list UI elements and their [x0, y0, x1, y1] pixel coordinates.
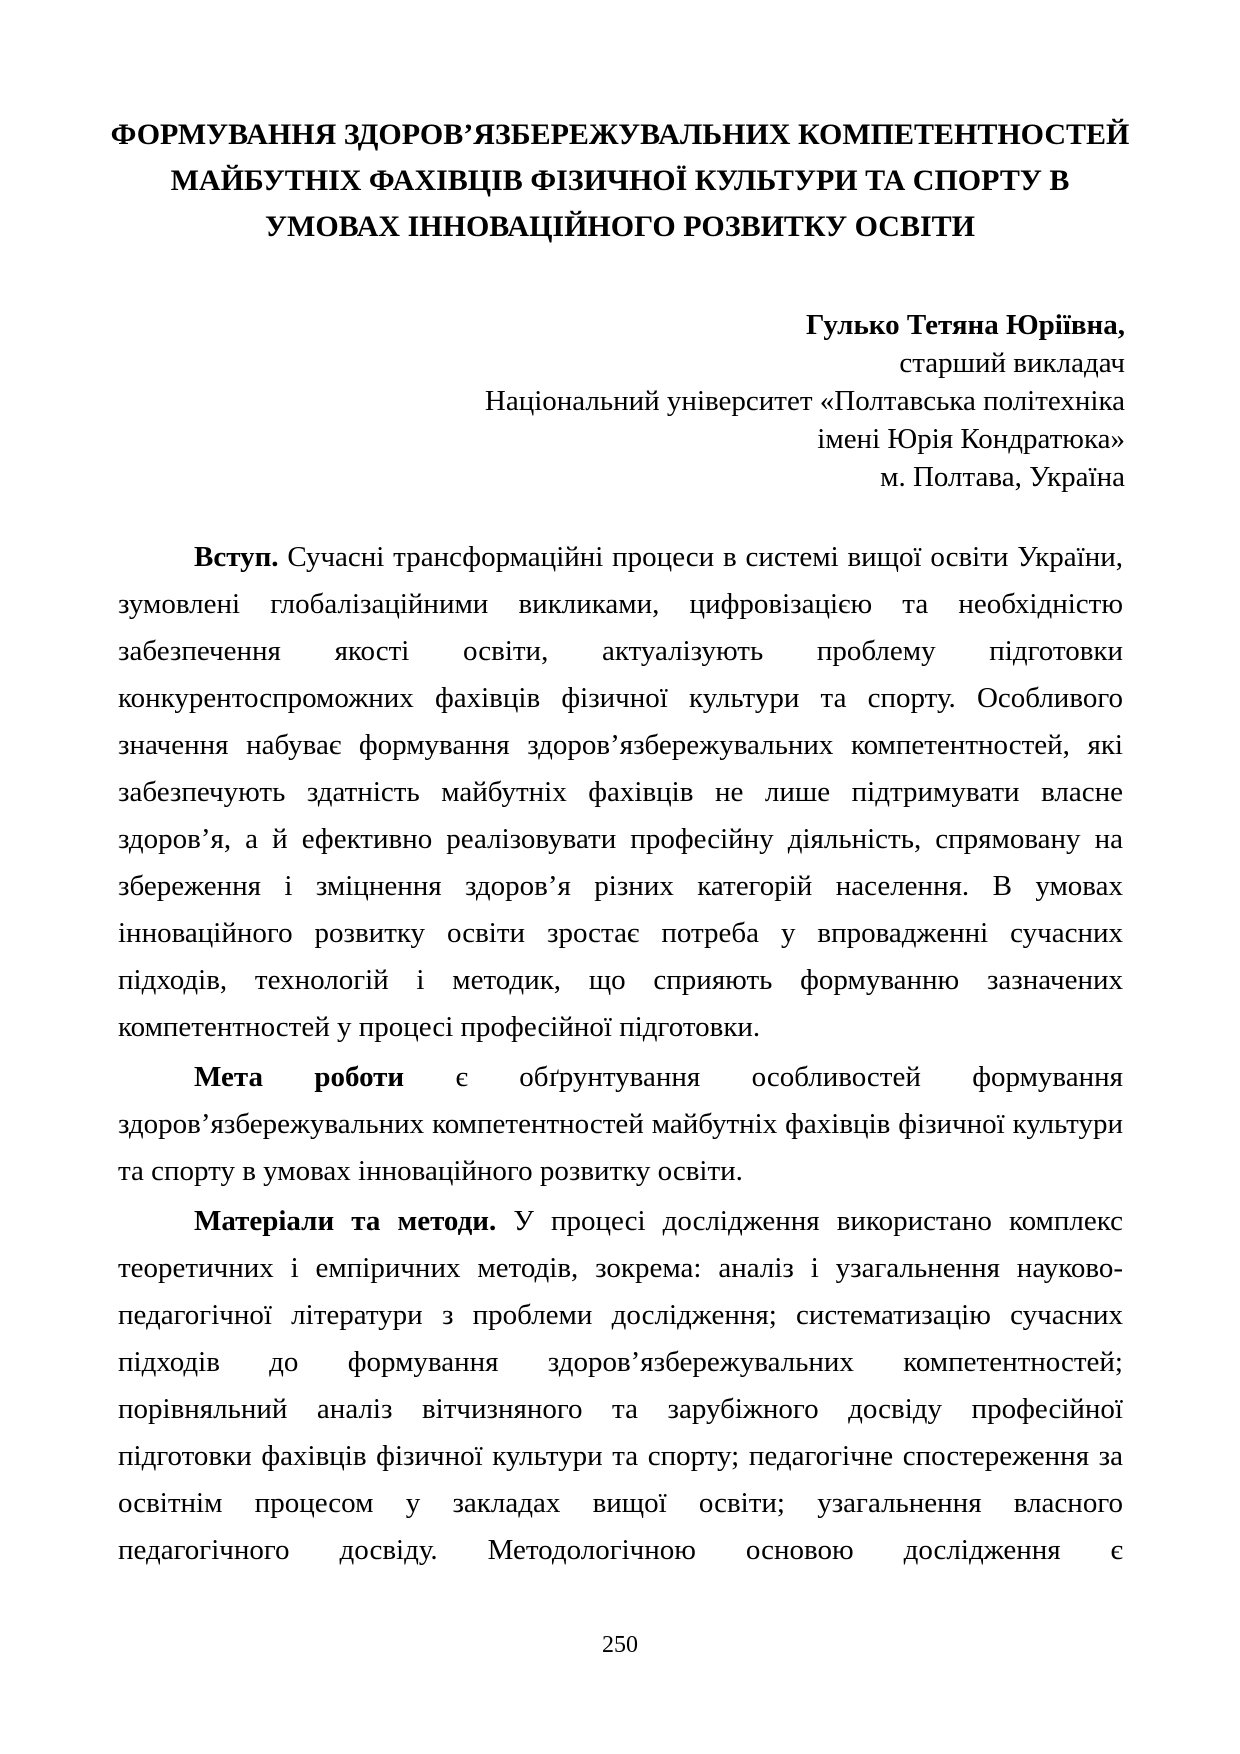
title-line-2: МАЙБУТНІХ ФАХІВЦІВ ФІЗИЧНОЇ КУЛЬТУРИ ТА СПОРТУ В	[170, 164, 1070, 197]
author-name: Гулько Тетяна Юріївна,	[806, 309, 1125, 341]
author-position: старший викладач	[899, 347, 1125, 379]
author-affiliation-line-1: Національний університет «Полтавська політехніка	[484, 385, 1125, 417]
paper-body	[118, 534, 1123, 1577]
methods-text: У процесі дослідження використано комплекс теоретичних і емпіричних методів, зокрема: аналіз і узагальнення науково-педагогічної літератури з проблеми дослідження; систематизацію сучасних підходів до формування здоров’язбережувальних компетентностей; порівняльний аналіз вітчизняного та зарубіжного досвіду професійної підготовки фахівців фізичної культури та спорту; педагогічне спостереження за освітнім процесом у закладах вищої освіти; узагальнення власного педагогічного досвіду. Методологічною основою дослідження є	[118, 1205, 1123, 1566]
author-affiliation-line-2: імені Юрія Кондратюка»	[817, 423, 1125, 455]
intro-paragraph	[118, 534, 1123, 1051]
intro-heading: Вступ.	[194, 541, 279, 573]
title-line-1: ФОРМУВАННЯ ЗДОРОВ’ЯЗБЕРЕЖУВАЛЬНИХ КОМПЕТЕНТНОСТЕЙ	[110, 118, 1130, 151]
author-location: м. Полтава, Україна	[880, 461, 1125, 493]
aim-text: є обґрунтування особливостей формування здоров’язбережувальних компетентностей майбутніх фахівців фізичної культури та спорту в умовах інноваційного розвитку освіти.	[118, 1061, 1123, 1187]
page-number: 250	[602, 1632, 638, 1658]
author-block	[225, 306, 1125, 496]
intro-text: Сучасні трансформаційні процеси в системі вищої освіти України, зумовлені глобалізаційними викликами, цифровізацією та необхідністю забезпечення якості освіти, актуалізують проблему підготовки конкурентоспроможних фахівців фізичної культури та спорту. Особливого значення набуває формування здоров’язбережувальних компетентностей, які забезпечують здатність майбутніх фахівців не лише підтримувати власне здоров’я, а й ефективно реалізовувати професійну діяльність, спрямовану на збереження і зміцнення здоров’я різних категорій населення. В умовах інноваційного розвитку освіти зростає потреба у впровадженні сучасних підходів, технологій і методик, що сприяють формуванню зазначених компетентностей у процесі професійної підготовки.	[118, 541, 1123, 1043]
paper-title	[110, 112, 1130, 250]
aim-heading: Мета роботи	[194, 1061, 405, 1093]
aim-paragraph	[118, 1054, 1123, 1195]
methods-heading: Матеріали та методи.	[194, 1205, 497, 1237]
methods-paragraph	[118, 1198, 1123, 1574]
title-line-3: УМОВАХ ІННОВАЦІЙНОГО РОЗВИТКУ ОСВІТИ	[264, 210, 975, 243]
